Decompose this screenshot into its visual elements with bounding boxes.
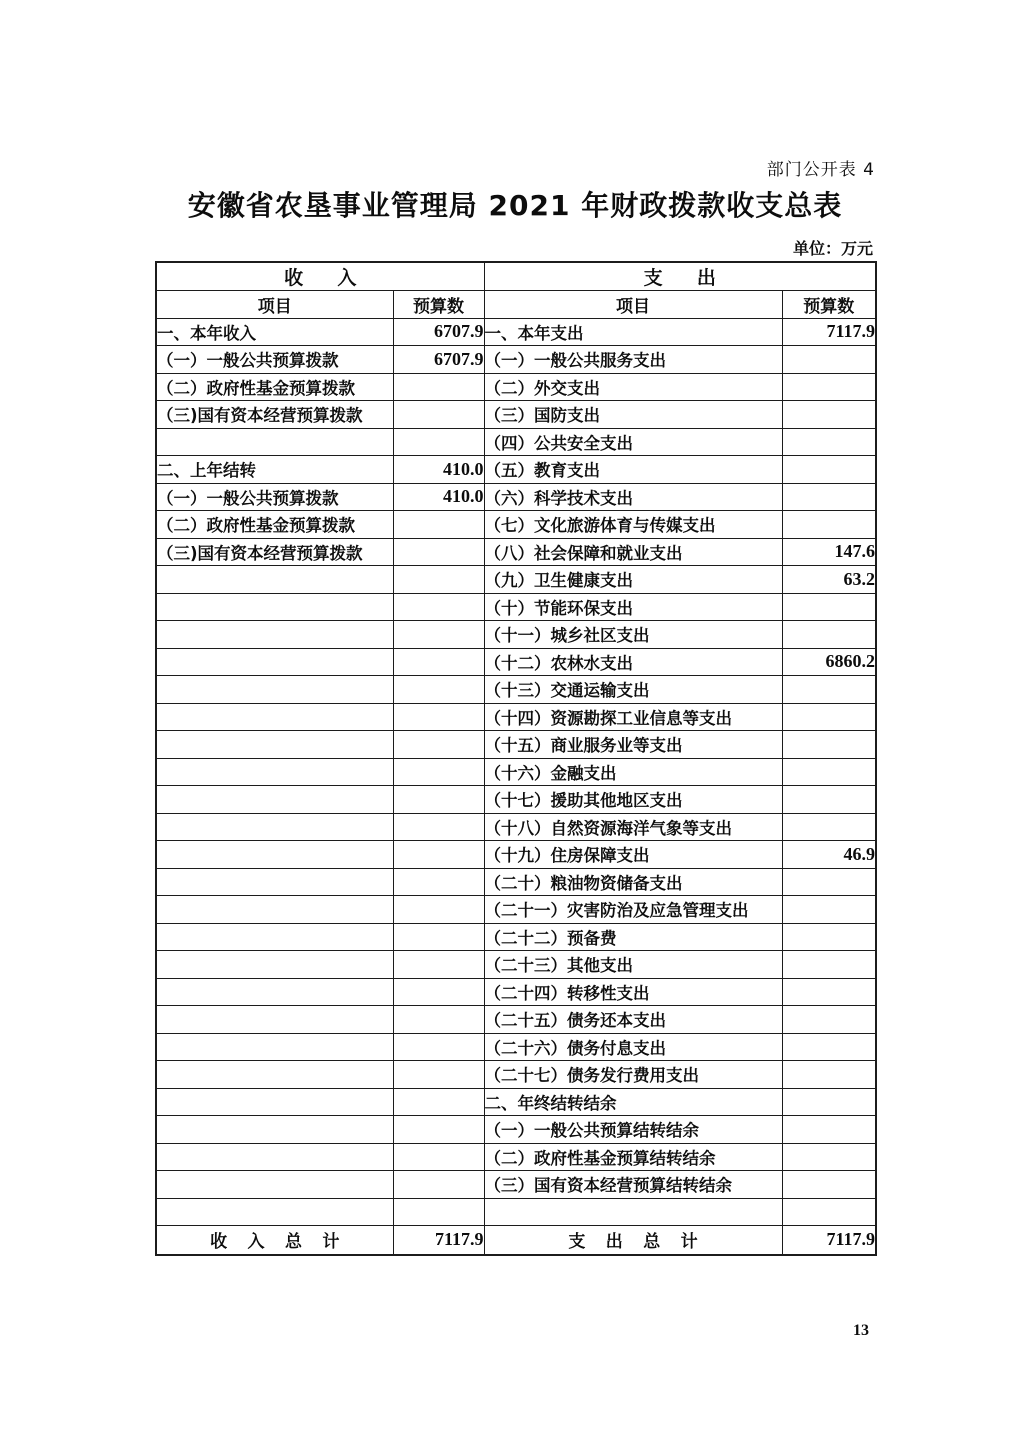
expense-value-cell: 147.6: [782, 538, 876, 566]
expense-item-cell: 一、本年支出: [484, 318, 782, 346]
table-row: [156, 511, 876, 539]
table-row: [156, 923, 876, 951]
expense-item-cell: （八）社会保障和就业支出: [484, 538, 782, 566]
table-foot: [156, 1226, 876, 1255]
expense-value-cell: [782, 813, 876, 841]
expense-item-cell: （十六）金融支出: [484, 758, 782, 786]
income-value-cell: [393, 978, 484, 1006]
expense-value-cell: [782, 1116, 876, 1144]
table-row: [156, 813, 876, 841]
expense-item-cell: （三）国防支出: [484, 401, 782, 429]
column-header-row: [156, 291, 876, 319]
expense-item-cell: （三）国有资本经营预算结转结余: [484, 1171, 782, 1199]
table-row: [156, 731, 876, 759]
expense-value-cell: [782, 1143, 876, 1171]
expense-value-cell: [782, 978, 876, 1006]
income-section-header: 收入: [156, 262, 484, 291]
income-value-cell: [393, 703, 484, 731]
expense-value-cell: [782, 868, 876, 896]
expense-item-cell: （二十）粮油物资储备支出: [484, 868, 782, 896]
income-value-cell: [393, 511, 484, 539]
income-value-cell: [393, 731, 484, 759]
income-value-cell: [393, 758, 484, 786]
expense-item-cell: （七）文化旅游体育与传媒支出: [484, 511, 782, 539]
table-row: [156, 1061, 876, 1089]
table-row: [156, 456, 876, 484]
income-item-cell: [156, 566, 393, 594]
income-item-cell: [156, 786, 393, 814]
expense-total-label: 支出总计: [484, 1226, 782, 1255]
income-item-cell: 一、本年收入: [156, 318, 393, 346]
income-value-cell: [393, 786, 484, 814]
expense-value-cell: 46.9: [782, 841, 876, 869]
income-value-cell: [393, 896, 484, 924]
income-value-cell: [393, 1198, 484, 1226]
table-row: [156, 676, 876, 704]
income-item-cell: [156, 648, 393, 676]
income-item-cell: [156, 868, 393, 896]
income-item-cell: [156, 428, 393, 456]
income-item-cell: [156, 813, 393, 841]
expense-item-cell: （二十四）转移性支出: [484, 978, 782, 1006]
expense-item-cell: （十九）住房保障支出: [484, 841, 782, 869]
expense-value-cell: [782, 373, 876, 401]
expense-value-cell: [782, 1061, 876, 1089]
table-head: [156, 262, 876, 318]
income-value-cell: [393, 1171, 484, 1199]
expense-value-cell: [782, 1171, 876, 1199]
income-item-cell: [156, 978, 393, 1006]
income-total-label: 收入总计: [156, 1226, 393, 1255]
income-value-cell: [393, 1006, 484, 1034]
expense-item-cell: （二十七）债务发行费用支出: [484, 1061, 782, 1089]
table-row: [156, 373, 876, 401]
income-item-cell: [156, 1061, 393, 1089]
income-value-cell: [393, 538, 484, 566]
income-item-cell: （一）一般公共预算拨款: [156, 483, 393, 511]
income-value-cell: [393, 648, 484, 676]
income-item-cell: [156, 703, 393, 731]
income-value-cell: [393, 401, 484, 429]
income-value-cell: 410.0: [393, 483, 484, 511]
expense-item-cell: （十五）商业服务业等支出: [484, 731, 782, 759]
income-item-cell: （二）政府性基金预算拨款: [156, 373, 393, 401]
income-item-cell: （一）一般公共预算拨款: [156, 346, 393, 374]
expense-value-cell: [782, 951, 876, 979]
income-item-header: 项目: [156, 291, 393, 319]
income-value-cell: [393, 951, 484, 979]
expense-item-cell: [484, 1198, 782, 1226]
income-item-cell: [156, 841, 393, 869]
income-item-cell: [156, 1088, 393, 1116]
page-number: 13: [853, 1322, 869, 1339]
table-row: [156, 978, 876, 1006]
income-item-cell: （二）政府性基金预算拨款: [156, 511, 393, 539]
expense-item-cell: （一）一般公共服务支出: [484, 346, 782, 374]
income-item-cell: [156, 1116, 393, 1144]
table-row: [156, 1033, 876, 1061]
income-budget-header: 预算数: [393, 291, 484, 319]
income-value-cell: 6707.9: [393, 346, 484, 374]
expense-value-cell: [782, 923, 876, 951]
table-row: [156, 648, 876, 676]
unit-label: 单位：万元: [792, 239, 873, 258]
table-row: [156, 1198, 876, 1226]
expense-value-cell: [782, 1006, 876, 1034]
expense-item-cell: （二十三）其他支出: [484, 951, 782, 979]
income-value-cell: [393, 923, 484, 951]
table-row: [156, 593, 876, 621]
expense-item-cell: （二）外交支出: [484, 373, 782, 401]
expense-item-cell: （二）政府性基金预算结转结余: [484, 1143, 782, 1171]
income-value-cell: [393, 1061, 484, 1089]
income-total-value: 7117.9: [393, 1226, 484, 1255]
income-item-cell: [156, 676, 393, 704]
income-item-cell: [156, 1171, 393, 1199]
income-value-cell: [393, 373, 484, 401]
income-value-cell: [393, 566, 484, 594]
income-item-cell: [156, 1006, 393, 1034]
expense-item-cell: （九）卫生健康支出: [484, 566, 782, 594]
income-item-cell: （三)国有资本经营预算拨款: [156, 538, 393, 566]
table-body: [156, 318, 876, 1226]
income-item-cell: （三)国有资本经营预算拨款: [156, 401, 393, 429]
table-row: [156, 758, 876, 786]
total-row: [156, 1226, 876, 1255]
expense-item-cell: （十一）城乡社区支出: [484, 621, 782, 649]
expense-item-cell: （十三）交通运输支出: [484, 676, 782, 704]
expense-item-cell: （十四）资源勘探工业信息等支出: [484, 703, 782, 731]
expense-item-cell: （五）教育支出: [484, 456, 782, 484]
expense-value-cell: [782, 896, 876, 924]
table-row: [156, 1171, 876, 1199]
income-item-cell: [156, 1198, 393, 1226]
income-item-cell: 二、上年结转: [156, 456, 393, 484]
corner-label: 部门公开表 4: [766, 160, 875, 180]
expense-item-cell: （十二）农林水支出: [484, 648, 782, 676]
income-value-cell: [393, 1033, 484, 1061]
income-item-cell: [156, 923, 393, 951]
table-row: [156, 841, 876, 869]
table-row: [156, 346, 876, 374]
income-value-cell: [393, 621, 484, 649]
table-row: [156, 868, 876, 896]
expense-value-cell: [782, 511, 876, 539]
table-row: [156, 566, 876, 594]
expense-section-header: 支出: [484, 262, 876, 291]
income-item-cell: [156, 758, 393, 786]
expense-value-cell: 7117.9: [782, 318, 876, 346]
expense-item-header: 项目: [484, 291, 782, 319]
expense-value-cell: [782, 401, 876, 429]
budget-table: [155, 261, 877, 1256]
income-value-cell: [393, 813, 484, 841]
table-row: [156, 1088, 876, 1116]
expense-item-cell: （十）节能环保支出: [484, 593, 782, 621]
income-value-cell: 6707.9: [393, 318, 484, 346]
income-item-cell: [156, 593, 393, 621]
income-value-cell: [393, 1116, 484, 1144]
income-item-cell: [156, 621, 393, 649]
expense-value-cell: [782, 758, 876, 786]
table-row: [156, 951, 876, 979]
income-value-cell: [393, 1143, 484, 1171]
income-value-cell: [393, 593, 484, 621]
table-row: [156, 703, 876, 731]
expense-item-cell: （二十二）预备费: [484, 923, 782, 951]
table-row: [156, 1143, 876, 1171]
expense-value-cell: [782, 1033, 876, 1061]
expense-item-cell: （二十五）债务还本支出: [484, 1006, 782, 1034]
income-value-cell: [393, 841, 484, 869]
table-row: [156, 1006, 876, 1034]
income-item-cell: [156, 896, 393, 924]
expense-item-cell: （六）科学技术支出: [484, 483, 782, 511]
expense-value-cell: [782, 786, 876, 814]
table-row: [156, 621, 876, 649]
page-title: 安徽省农垦事业管理局 2021 年财政拨款收支总表: [187, 189, 843, 222]
expense-value-cell: [782, 1198, 876, 1226]
expense-value-cell: [782, 1088, 876, 1116]
expense-value-cell: [782, 346, 876, 374]
income-value-cell: 410.0: [393, 456, 484, 484]
income-item-cell: [156, 1143, 393, 1171]
expense-value-cell: [782, 456, 876, 484]
table-row: [156, 786, 876, 814]
expense-item-cell: （二十六）债务付息支出: [484, 1033, 782, 1061]
income-value-cell: [393, 868, 484, 896]
expense-item-cell: （二十一）灾害防治及应急管理支出: [484, 896, 782, 924]
table-row: [156, 1116, 876, 1144]
expense-value-cell: [782, 428, 876, 456]
expense-item-cell: （十八）自然资源海洋气象等支出: [484, 813, 782, 841]
expense-value-cell: [782, 593, 876, 621]
income-item-cell: [156, 1033, 393, 1061]
table-row: [156, 401, 876, 429]
table-row: [156, 483, 876, 511]
table-row: [156, 538, 876, 566]
expense-item-cell: （四）公共安全支出: [484, 428, 782, 456]
expense-value-cell: [782, 483, 876, 511]
expense-value-cell: [782, 621, 876, 649]
expense-value-cell: 6860.2: [782, 648, 876, 676]
expense-item-cell: （一）一般公共预算结转结余: [484, 1116, 782, 1144]
expense-total-value: 7117.9: [782, 1226, 876, 1255]
income-item-cell: [156, 951, 393, 979]
income-value-cell: [393, 1088, 484, 1116]
table-row: [156, 428, 876, 456]
expense-budget-header: 预算数: [782, 291, 876, 319]
income-value-cell: [393, 676, 484, 704]
expense-value-cell: [782, 676, 876, 704]
section-header-row: [156, 262, 876, 291]
table-row: [156, 318, 876, 346]
income-value-cell: [393, 428, 484, 456]
table-row: [156, 896, 876, 924]
expense-value-cell: [782, 731, 876, 759]
expense-item-cell: 二、年终结转结余: [484, 1088, 782, 1116]
expense-value-cell: [782, 703, 876, 731]
income-item-cell: [156, 731, 393, 759]
expense-item-cell: （十七）援助其他地区支出: [484, 786, 782, 814]
expense-value-cell: 63.2: [782, 566, 876, 594]
